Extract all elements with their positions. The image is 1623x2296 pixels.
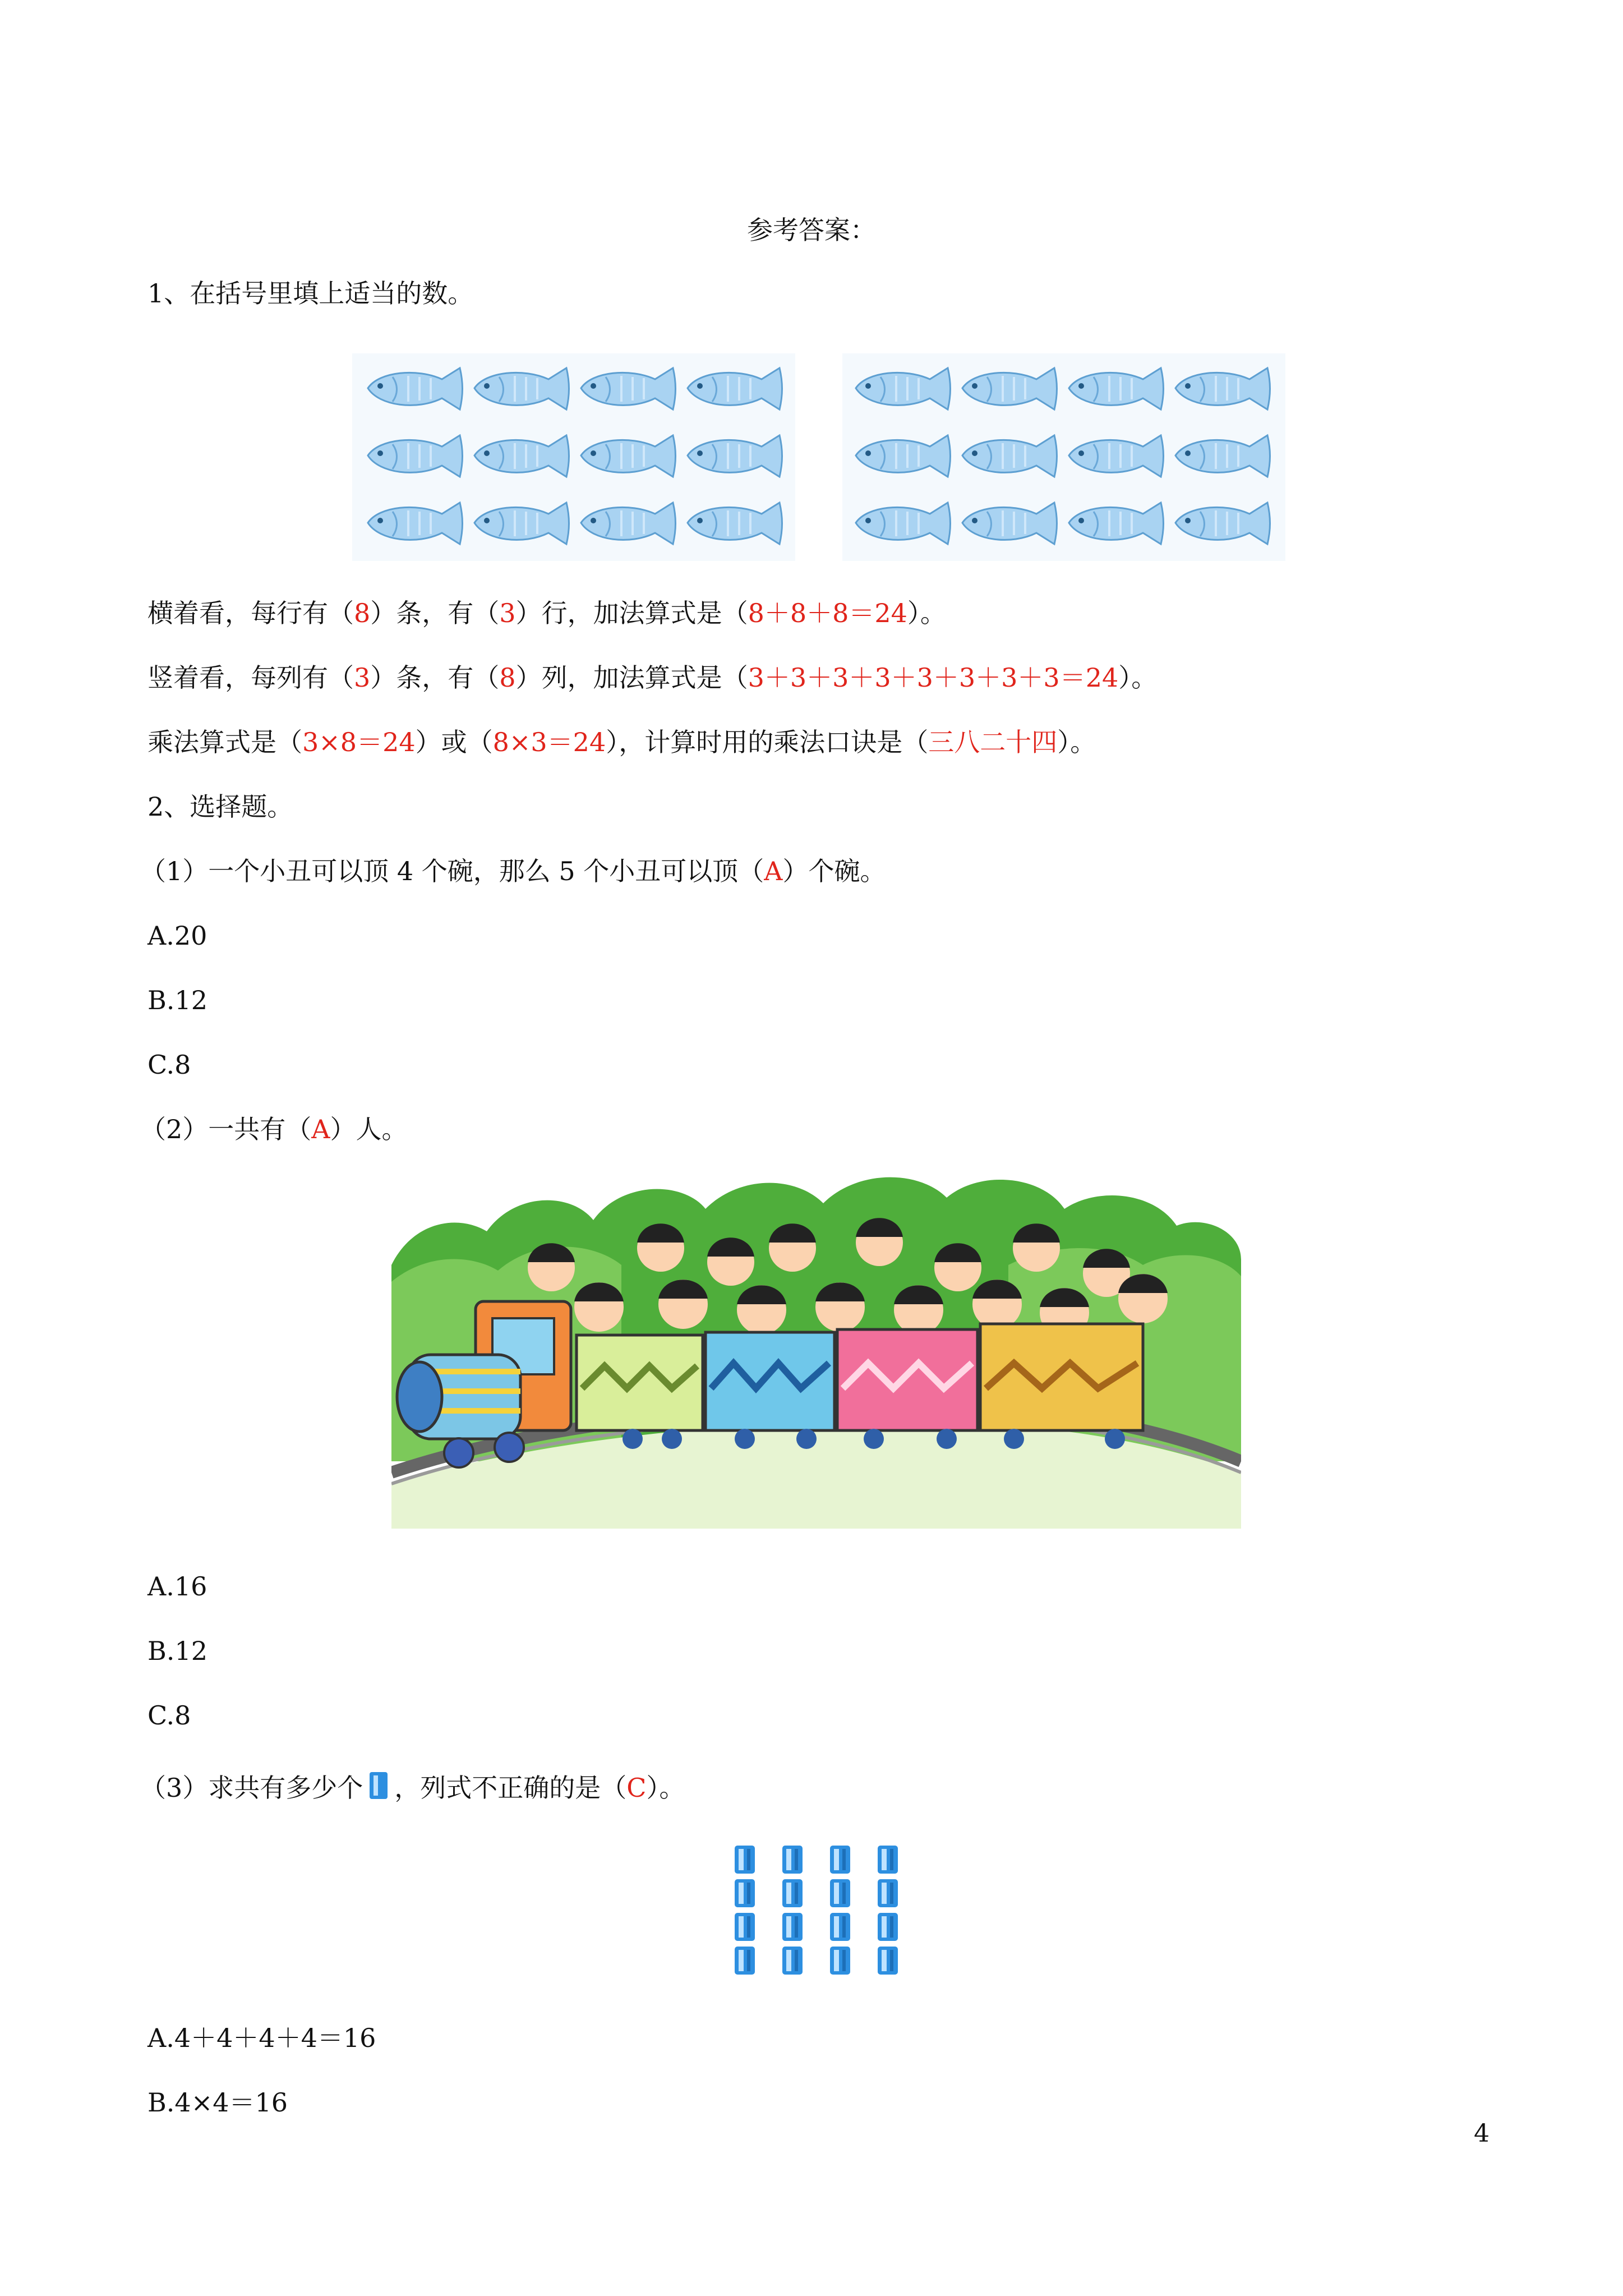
option-b: B.12 xyxy=(147,985,208,1015)
answer: C xyxy=(626,1773,647,1803)
option-a: A.4＋4＋4＋4＝16 xyxy=(147,2023,376,2053)
fish-figure xyxy=(352,353,1285,561)
question-2-title: 2、选择题。 xyxy=(147,792,293,822)
answer: 8 xyxy=(499,662,516,693)
cup-icon xyxy=(366,1770,391,1801)
option-c: C.8 xyxy=(147,1050,191,1080)
option-b: B.12 xyxy=(147,1636,208,1666)
page-title: 参考答案： xyxy=(747,215,876,245)
q1-line-1: 横着看，每行有（8）条，有（3）行，加法算式是（8＋8＋8＝24）。 xyxy=(147,598,946,628)
q1-line-2: 竖着看，每列有（3）条，有（8）列，加法算式是（3＋3＋3＋3＋3＋3＋3＋3＝24）。 xyxy=(147,662,1158,693)
answer: 8＋8＋8＝24 xyxy=(748,598,907,628)
answer: 三八二十四 xyxy=(928,727,1058,757)
answer: 3×8＝24 xyxy=(302,727,416,757)
answer: 8 xyxy=(354,598,371,628)
train-cars xyxy=(577,1324,1143,1449)
option-c: C.8 xyxy=(147,1700,191,1731)
answer: A xyxy=(764,856,783,886)
question-1-title: 1、在括号里填上适当的数。 xyxy=(147,278,474,309)
option-a: A.16 xyxy=(147,1571,208,1602)
q1-line-3: 乘法算式是（3×8＝24）或（8×3＝24），计算时用的乘法口诀是（三八二十四）。 xyxy=(147,727,1096,757)
q2-sub-2: （2）一共有（A）人。 xyxy=(140,1114,408,1144)
answer: 3 xyxy=(354,662,371,693)
answer: A xyxy=(311,1114,330,1144)
answer: 3＋3＋3＋3＋3＋3＋3＋3＝24 xyxy=(748,662,1119,693)
option-a: A.20 xyxy=(147,921,208,951)
answer: 8×3＝24 xyxy=(492,727,606,757)
cup-grid xyxy=(729,1846,909,1980)
q2-sub-1: （1）一个小丑可以顶 4 个碗，那么 5 个小丑可以顶（A）个碗。 xyxy=(140,856,886,886)
answer: 3 xyxy=(499,598,516,628)
option-b: B.4×4＝16 xyxy=(147,2087,288,2118)
train-illustration xyxy=(391,1170,1241,1529)
page-number: 4 xyxy=(1474,2119,1490,2148)
q2-sub-3: （3）求共有多少个 ，列式不正确的是（C）。 xyxy=(140,1770,685,1803)
